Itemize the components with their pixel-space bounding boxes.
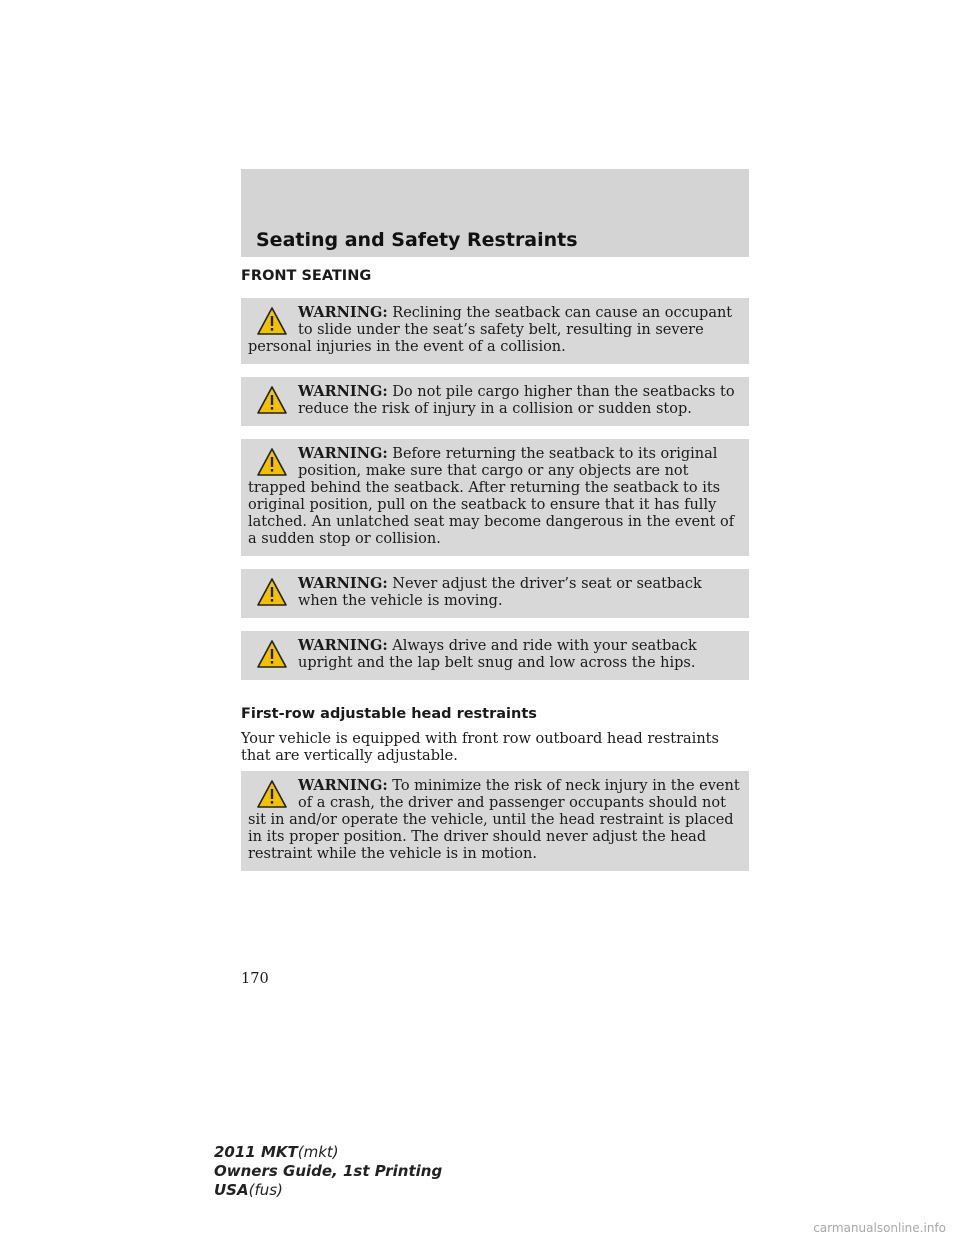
warning-label: WARNING:	[298, 575, 388, 592]
warning-box	[241, 377, 749, 426]
watermark: carmanualsonline.info	[813, 1221, 946, 1235]
warning-triangle-icon	[256, 385, 288, 415]
footer-line-model	[214, 1143, 442, 1162]
warning-text: Reclining the seatback can cause an occupant to slide under the seat’s safety belt, resulting in severe personal injuries in the event of a collision.	[248, 305, 733, 355]
warning-triangle-icon	[256, 306, 288, 336]
warning-box	[241, 771, 749, 871]
header-band	[241, 169, 749, 257]
footer-line-guide	[214, 1162, 442, 1181]
warning-text: To minimize the risk of neck injury in the event of a crash, the driver and passenger occupants should not sit in and/or operate the vehicle, until the head restraint is placed in its proper position. The driver should never adjust the head restraint while the vehicle is in motion.	[248, 778, 740, 862]
warning-text: Always drive and ride with your seatback upright and the lap belt snug and low across the hips.	[298, 638, 697, 671]
footer-model: 2011 MKT	[214, 1143, 298, 1161]
warning-triangle-icon	[256, 639, 288, 669]
warning-box	[241, 569, 749, 618]
warning-label: WARNING:	[298, 445, 388, 462]
footer-line-region	[214, 1181, 442, 1200]
warning-label: WARNING:	[298, 383, 388, 400]
body-paragraph: Your vehicle is equipped with front row outboard head restraints that are vertically adjustable.	[241, 731, 719, 764]
section-heading: FRONT SEATING	[241, 268, 372, 284]
footer-region: USA	[214, 1181, 249, 1199]
warning-text: Before returning the seatback to its original position, make sure that cargo or any objects are not trapped behind the seatback. After returning the seatback to its original position, pull on the seatback to ensure that it has fully latched. An unlatched seat may become dangerous in the event of a sudden stop or collision.	[248, 446, 735, 547]
footer-region-code: (fus)	[248, 1181, 283, 1199]
warning-box	[241, 631, 749, 680]
warning-triangle-icon	[256, 447, 288, 477]
warning-triangle-icon	[256, 577, 288, 607]
warning-box	[241, 439, 749, 556]
warning-text: Never adjust the driver’s seat or seatback when the vehicle is moving.	[298, 576, 702, 609]
warning-label: WARNING:	[298, 637, 388, 654]
warning-label: WARNING:	[298, 304, 388, 321]
warning-text: Do not pile cargo higher than the seatbacks to reduce the risk of injury in a collision or sudden stop.	[298, 384, 735, 417]
warning-label: WARNING:	[298, 777, 388, 794]
footer-guide: Owners Guide, 1st Printing	[214, 1162, 443, 1180]
footer-model-code: (mkt)	[297, 1143, 339, 1161]
page-number: 170	[241, 971, 269, 987]
page-title: Seating and Safety Restraints	[256, 229, 578, 251]
sub-heading: First-row adjustable head restraints	[241, 706, 537, 722]
print-footer	[214, 1143, 442, 1200]
warning-box	[241, 298, 749, 364]
warning-triangle-icon	[256, 779, 288, 809]
